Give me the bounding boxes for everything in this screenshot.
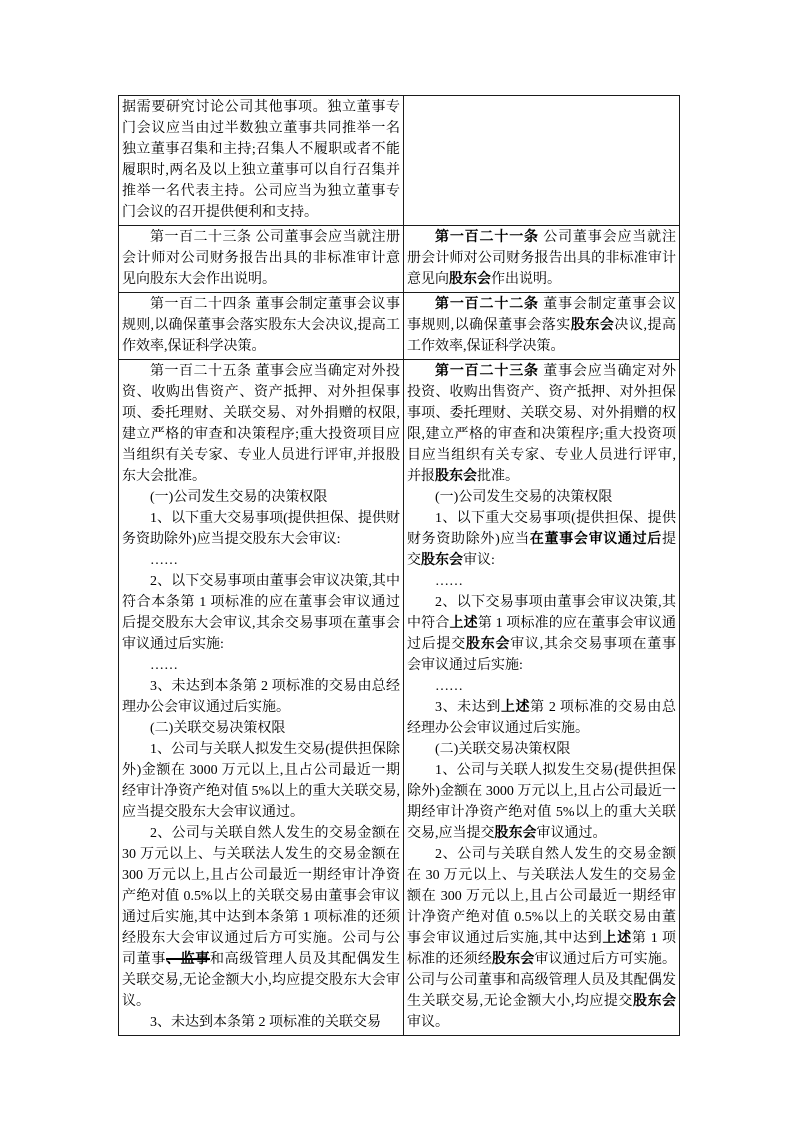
paragraph bbox=[407, 697, 676, 739]
text-segment: 审议通过。 bbox=[536, 826, 607, 841]
revised-text: 第一百二十一条 bbox=[435, 230, 539, 245]
text-segment: 审议,其余交易事项在董事会审议通过后实施: bbox=[407, 637, 676, 673]
text-segment: 3、未达到本条第 2 项标准的交易由总经理办公会审议通过后实施。 bbox=[122, 679, 400, 715]
revised-text: 第一百二十二条 bbox=[435, 297, 539, 312]
revised-text: 股东会 bbox=[492, 952, 535, 967]
text-segment: 公司董事会应当就注册会计师对公司财务报告出具的非标准审计意见向 bbox=[407, 230, 676, 287]
paragraph bbox=[122, 676, 400, 718]
paragraph bbox=[122, 294, 400, 357]
text-segment: 2、以下交易事项由董事会审议决策,其中符合 bbox=[407, 595, 676, 631]
original-clause-cell bbox=[119, 226, 404, 293]
text-segment: 董事会应当确定对外投资、收购出售资产、资产抵押、对外担保事项、委托理财、关联交易、对外捐赠的权限,建立严格的审查和决策程序;重大投资项目应当组织有关专家、专业人员进行评审,并报 bbox=[407, 364, 676, 484]
text-segment: …… bbox=[150, 658, 178, 673]
text-segment: …… bbox=[150, 553, 178, 568]
paragraph bbox=[122, 361, 400, 487]
paragraph bbox=[407, 294, 676, 357]
paragraph bbox=[122, 718, 400, 739]
paragraph bbox=[122, 487, 400, 508]
original-clause-cell bbox=[119, 360, 404, 1036]
revised-text: 股东会 bbox=[570, 318, 615, 333]
paragraph bbox=[407, 361, 676, 487]
paragraph bbox=[122, 550, 400, 571]
revised-text: 上述 bbox=[500, 700, 531, 715]
text-segment: 审议: bbox=[463, 553, 495, 568]
paragraph bbox=[407, 844, 676, 1033]
deleted-text: 、监事 bbox=[166, 952, 210, 967]
text-segment: 1、公司与关联人拟发生交易(提供担保除外)金额在 3000 万元以上,且占公司最近一期经审计净资产绝对值 5%以上的重大关联交易,应当提交 bbox=[407, 763, 676, 841]
text-segment: 1、以下重大交易事项(提供担保、提供财务资助除外)应当提交股东大会审议: bbox=[122, 511, 400, 547]
revised-text: 股东会 bbox=[435, 469, 477, 484]
table-row bbox=[119, 226, 680, 293]
text-segment: …… bbox=[435, 574, 463, 589]
revised-clause-cell bbox=[404, 96, 680, 226]
text-segment: 第 1 项标准的还须经 bbox=[407, 931, 677, 967]
text-segment: (二)关联交易决策权限 bbox=[435, 742, 571, 757]
text-segment: 提交 bbox=[407, 532, 676, 568]
paragraph bbox=[407, 760, 676, 844]
paragraph bbox=[407, 592, 676, 676]
paragraph bbox=[122, 655, 400, 676]
table-row bbox=[119, 96, 680, 226]
paragraph bbox=[407, 227, 676, 290]
revised-text: 上述 bbox=[449, 616, 478, 631]
text-segment: 1、以下重大交易事项(提供担保、提供财务资助除外)应当 bbox=[407, 511, 676, 547]
revised-text: 股东会 bbox=[466, 637, 511, 652]
comparison-table-body bbox=[119, 96, 680, 1036]
text-segment: 第 1 项标准的应在董事会审议通过后提交 bbox=[407, 616, 677, 652]
revised-text: 上述 bbox=[602, 931, 632, 946]
text-segment: 2、以下交易事项由董事会审议决策,其中符合本条第 1 项标准的应在董事会审议通过后提交股东大会审议,其余交易事项在董事会审议通过后实施: bbox=[122, 574, 400, 652]
paragraph bbox=[122, 508, 400, 550]
paragraph bbox=[407, 487, 676, 508]
paragraph bbox=[407, 676, 676, 697]
revised-text: 股东会 bbox=[632, 994, 677, 1009]
text-segment: 第一百二十四条 董事会制定董事会议事规则,以确保董事会落实股东大会决议,提高工作效率,保证科学决策。 bbox=[122, 297, 400, 354]
text-segment: (二)关联交易决策权限 bbox=[150, 721, 286, 736]
text-segment: 据需要研究讨论公司其他事项。独立董事专门会议应当由过半数独立董事共同推举一名独立董事召集和主持;召集人不履职或者不能履职时,两名及以上独立董事可以自行召集并推举一名代表主持。公司应当为独立董事专门会议的召开提供便利和支持。 bbox=[122, 100, 400, 220]
text-segment: 3、未达到 bbox=[435, 700, 501, 715]
text-segment: 审议。 bbox=[407, 1015, 449, 1030]
original-clause-cell bbox=[119, 293, 404, 360]
revised-text: 第一百二十三条 bbox=[435, 364, 539, 379]
text-segment: 和高级管理人员及其配偶发生关联交易,无论金额大小,均应提交股东大会审议。 bbox=[122, 952, 400, 1009]
text-segment: 作出说明。 bbox=[491, 272, 561, 287]
text-segment: (一)公司发生交易的决策权限 bbox=[435, 490, 613, 505]
revised-text: 股东会 bbox=[449, 272, 491, 287]
paragraph bbox=[407, 739, 676, 760]
text-segment: 批准。 bbox=[477, 469, 519, 484]
text-segment: 第一百二十五条 董事会应当确定对外投资、收购出售资产、资产抵押、对外担保事项、委托理财、关联交易、对外捐赠的权限,建立严格的审查和决策程序;重大投资项目应当组织有关专家、专业人员进行评审,并报股东大会批准。 bbox=[122, 364, 400, 484]
table-row bbox=[119, 293, 680, 360]
text-segment: 3、未达到本条第 2 项标准的关联交易 bbox=[150, 1015, 381, 1030]
paragraph bbox=[122, 823, 400, 1012]
text-segment: 第 2 项标准的交易由总经理办公会审议通过后实施。 bbox=[407, 700, 677, 736]
revised-clause-cell bbox=[404, 226, 680, 293]
text-segment: 2、公司与关联自然人发生的交易金额在 30 万元以上、与关联法人发生的交易金额在 300 万元以上,且占公司最近一期经审计净资产绝对值 0.5%以上的关联交易由董事会审议通过后实施,其中达到 bbox=[407, 847, 676, 946]
revised-clause-cell bbox=[404, 293, 680, 360]
text-segment: 决议,提高工作效率,保证科学决策。 bbox=[407, 318, 677, 354]
text-segment: (一)公司发生交易的决策权限 bbox=[150, 490, 328, 505]
text-segment: 2、公司与关联自然人发生的交易金额在 30 万元以上、与关联法人发生的交易金额在 300 万元以上,且占公司最近一期经审计净资产绝对值 0.5%以上的关联交易由董事会审议通过后实施,其中达到本条第 1 项标准的还须经股东大会审议通过后方可实施。公司与公司董事 bbox=[122, 826, 400, 967]
text-segment: 审议通过后方可实施。公司与公司董事和高级管理人员及其配偶发生关联交易,无论金额大小,均应提交 bbox=[407, 952, 676, 1009]
clause-comparison-table bbox=[118, 95, 680, 1036]
table-row bbox=[119, 360, 680, 1036]
paragraph bbox=[122, 1012, 400, 1033]
paragraph bbox=[122, 97, 400, 223]
paragraph bbox=[122, 227, 400, 290]
revised-text: 股东会 bbox=[494, 826, 537, 841]
revised-text: 在董事会审议通过后 bbox=[529, 532, 662, 547]
paragraph bbox=[122, 571, 400, 655]
text-segment: 1、公司与关联人拟发生交易(提供担保除外)金额在 3000 万元以上,且占公司最近一期经审计净资产绝对值 5%以上的重大关联交易,应当提交股东大会审议通过。 bbox=[122, 742, 400, 820]
original-clause-cell bbox=[119, 96, 404, 226]
text-segment: 第一百二十三条 公司董事会应当就注册会计师对公司财务报告出具的非标准审计意见向股东大会作出说明。 bbox=[122, 230, 400, 287]
paragraph bbox=[407, 508, 676, 571]
paragraph bbox=[122, 739, 400, 823]
revised-text: 股东会 bbox=[421, 553, 463, 568]
text-segment: …… bbox=[435, 679, 463, 694]
text-segment: 董事会制定董事会议事规则,以确保董事会落实 bbox=[407, 297, 676, 333]
paragraph bbox=[407, 571, 676, 592]
revised-clause-cell bbox=[404, 360, 680, 1036]
